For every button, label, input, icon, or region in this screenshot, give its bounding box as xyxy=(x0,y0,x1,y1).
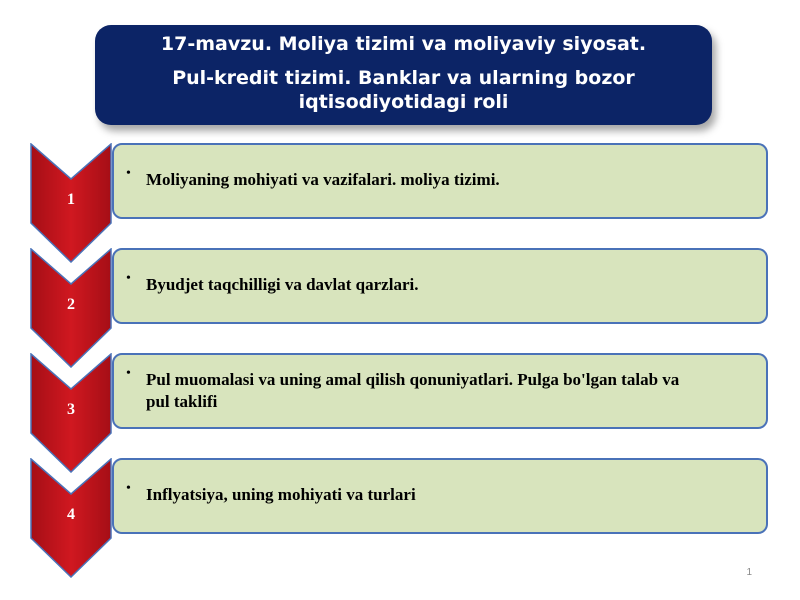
slide-title-box xyxy=(95,25,712,125)
item-card xyxy=(112,248,768,324)
item-text: Moliyaning mohiyati va vazifalari. moliya tizimi. xyxy=(146,170,500,189)
list-item xyxy=(0,458,800,578)
item-number: 2 xyxy=(67,296,75,313)
item-text: Byudjet taqchilligi va davlat qarzlari. xyxy=(146,275,419,294)
bullet-icon: • xyxy=(126,271,131,286)
list-item xyxy=(0,248,800,368)
bullet-icon: • xyxy=(126,366,131,381)
item-text: Inflyatsiya, uning mohiyati va turlari xyxy=(146,485,416,504)
item-number: 3 xyxy=(67,401,75,418)
slide-subtitle: Pul-kredit tizimi. Banklar va ularning bozor iqtisodiyotidagi roli xyxy=(172,67,635,113)
item-number: 4 xyxy=(67,506,75,523)
bullet-icon: • xyxy=(126,166,131,181)
bullet-icon: • xyxy=(126,481,131,496)
slide-title: 17-mavzu. Moliya tizimi va moliyaviy siyosat. xyxy=(160,33,647,55)
list-item xyxy=(0,143,800,263)
page-number: 1 xyxy=(746,567,752,578)
list-item xyxy=(0,353,800,473)
item-text: Pul muomalasi va uning amal qilish qonuniyatlari. Pulga bo'lgan talab va pul taklifi xyxy=(146,370,680,411)
item-card xyxy=(112,143,768,219)
item-number: 1 xyxy=(67,191,75,208)
item-card xyxy=(112,458,768,534)
item-card xyxy=(112,353,768,429)
